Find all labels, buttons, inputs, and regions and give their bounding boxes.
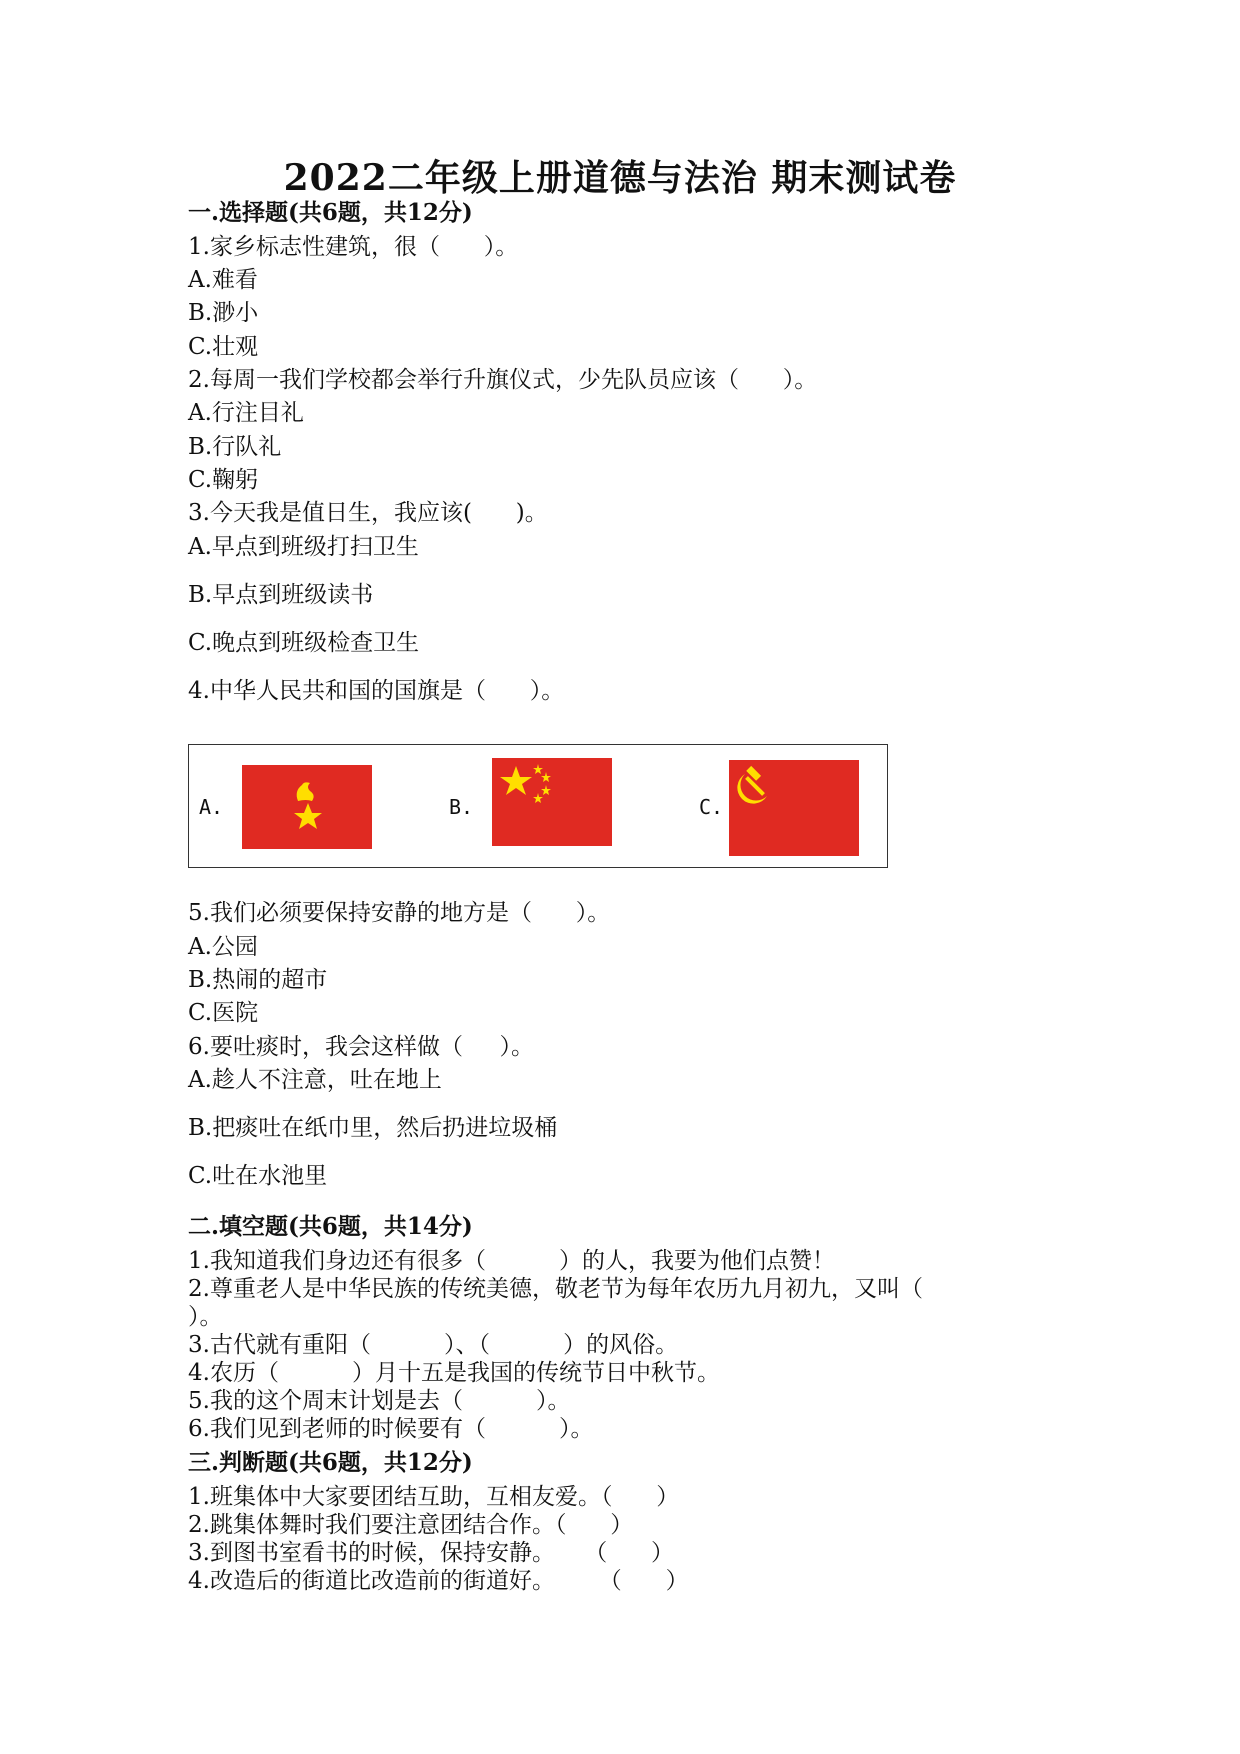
question-line: 5.我们必须要保持安静的地方是（ ）。 — [188, 900, 611, 926]
young-pioneers-flag-image — [242, 765, 372, 849]
option-line: B.渺小 — [188, 300, 259, 326]
party-flag-image — [729, 760, 859, 856]
national-flag-image — [492, 758, 612, 846]
option-line: C.吐在水池里 — [188, 1163, 328, 1189]
question-line: 6.我们见到老师的时候要有（ ）。 — [188, 1416, 594, 1442]
option-line: C.医院 — [188, 1000, 259, 1026]
option-line: A.公园 — [188, 934, 258, 960]
option-line: C.壮观 — [188, 334, 259, 360]
question-line: 2.每周一我们学校都会举行升旗仪式，少先队员应该（ ）。 — [188, 367, 818, 393]
option-line: B.行队礼 — [188, 434, 282, 460]
option-line: B.早点到班级读书 — [188, 582, 374, 608]
option-line: C.晚点到班级检查卫生 — [188, 630, 420, 656]
flag-label-b: B. — [449, 795, 474, 819]
question-line: 3.古代就有重阳（ ）、（ ）的风俗。 — [188, 1332, 679, 1358]
question-line: 4.中华人民共和国的国旗是（ ）。 — [188, 678, 565, 704]
question-line: 1.班集体中大家要团结互助，互相友爱。（ ） — [188, 1484, 680, 1510]
section-heading-judge: 三.判断题(共6题，共12分) — [188, 1449, 473, 1476]
option-line: A.难看 — [188, 267, 258, 293]
question-line: 1.家乡标志性建筑，很（ ）。 — [188, 234, 519, 260]
question-line: 4.改造后的街道比改造前的街道好。 （ ） — [188, 1568, 689, 1594]
young-pioneers-flag-icon — [242, 765, 372, 849]
question-line: 4.农历（ ）月十五是我国的传统节日中秋节。 — [188, 1360, 721, 1386]
question-line: 2.跳集体舞时我们要注意团结合作。（ ） — [188, 1512, 634, 1538]
flag-label-c: C. — [699, 795, 724, 819]
hammer-sickle-icon — [729, 760, 859, 856]
question-line: 3.到图书室看书的时候，保持安静。 （ ） — [188, 1540, 675, 1566]
question-line: 1.我知道我们身边还有很多（ ）的人，我要为他们点赞！ — [188, 1248, 836, 1274]
national-flag-icon — [492, 758, 612, 846]
option-line: A.行注目礼 — [188, 400, 304, 426]
option-line: A.早点到班级打扫卫生 — [188, 534, 419, 560]
question-line: 6.要吐痰时，我会这样做（ ）。 — [188, 1034, 534, 1060]
flag-options-box — [188, 744, 888, 868]
option-line: B.把痰吐在纸巾里，然后扔进垃圾桶 — [188, 1115, 558, 1141]
page-title: 2022二年级上册道德与法治 期末测试卷 — [283, 157, 957, 199]
question-line: 3.今天我是值日生，我应该( )。 — [188, 500, 548, 526]
section-heading-choice: 一.选择题(共6题，共12分) — [188, 199, 473, 226]
section-heading-fill: 二.填空题(共6题，共14分) — [188, 1213, 473, 1240]
question-line-continued: ）。 — [188, 1304, 223, 1330]
option-line: A.趁人不注意，吐在地上 — [188, 1067, 442, 1093]
flag-label-a: A. — [199, 795, 224, 819]
option-line: B.热闹的超市 — [188, 967, 328, 993]
option-line: C.鞠躬 — [188, 467, 259, 493]
question-line: 2.尊重老人是中华民族的传统美德，敬老节为每年农历九月初九，又叫（ — [188, 1276, 923, 1302]
question-line: 5.我的这个周末计划是去（ ）。 — [188, 1388, 571, 1414]
